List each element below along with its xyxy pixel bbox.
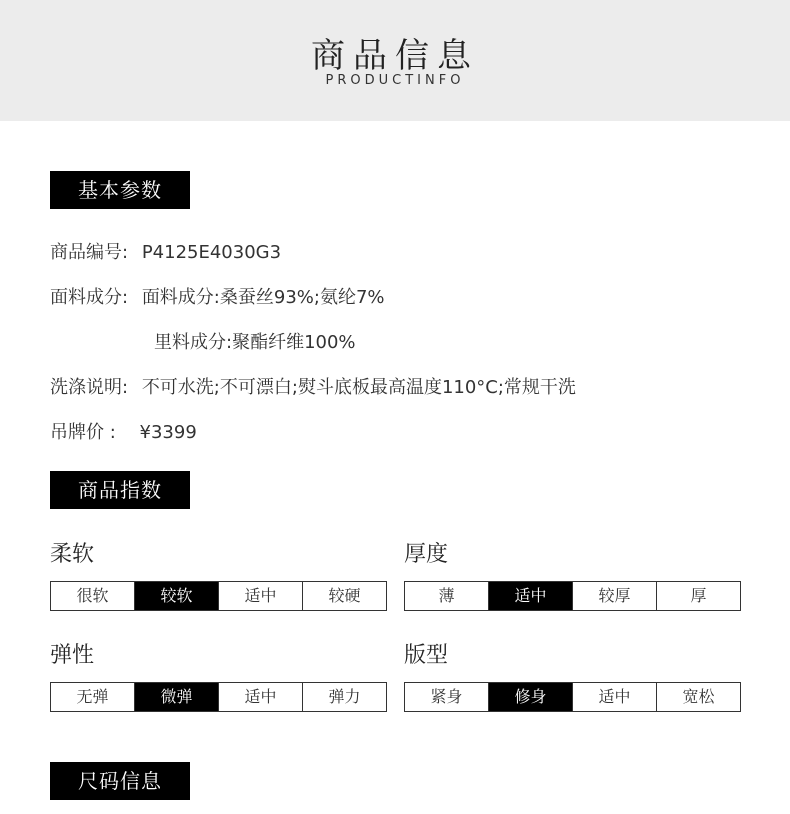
scale-option: 较厚 xyxy=(572,582,656,610)
scale-option-selected: 微弹 xyxy=(134,683,218,711)
page-subtitle: PRODUCTINFO xyxy=(325,73,465,88)
param-label: 吊牌价 : xyxy=(50,422,116,443)
param-row-product-code xyxy=(50,238,281,264)
param-row-price xyxy=(50,418,197,444)
price-value: ¥3399 xyxy=(139,422,197,443)
param-label: 洗涤说明: xyxy=(50,377,129,398)
index-title-elasticity: 弹性 xyxy=(50,643,95,668)
scale-option: 较硬 xyxy=(302,582,386,610)
scale-option-selected: 适中 xyxy=(488,582,572,610)
param-label: 商品编号: xyxy=(50,242,129,263)
scale-option: 宽松 xyxy=(656,683,740,711)
param-row-lining xyxy=(154,328,356,354)
scale-option: 适中 xyxy=(218,582,302,610)
scale-option: 紧身 xyxy=(430,687,463,706)
index-title-softness: 柔软 xyxy=(50,542,95,567)
section-tag-basic-params: 基本参数 xyxy=(50,171,190,209)
page-header xyxy=(0,0,790,121)
param-row-washing xyxy=(50,373,576,399)
index-title-fit: 版型 xyxy=(404,643,449,668)
scale-softness xyxy=(50,581,387,611)
scale-option: 薄 xyxy=(438,586,455,605)
param-value: 不可水洗;不可漂白;熨斗底板最高温度110°C;常规干洗 xyxy=(141,377,576,398)
scale-option: 适中 xyxy=(218,683,302,711)
section-tag-size-info: 尺码信息 xyxy=(50,762,190,800)
scale-option: 很软 xyxy=(76,586,109,605)
scale-option: 弹力 xyxy=(302,683,386,711)
param-label: 面料成分: xyxy=(50,287,129,308)
param-row-fabric xyxy=(50,283,385,309)
param-value: 里料成分:聚酯纤维100% xyxy=(154,332,356,353)
scale-thickness xyxy=(404,581,741,611)
scale-option-selected: 较软 xyxy=(134,582,218,610)
index-title-thickness: 厚度 xyxy=(404,542,449,567)
param-value: P4125E4030G3 xyxy=(141,242,282,263)
scale-elasticity xyxy=(50,682,387,712)
section-tag-product-index: 商品指数 xyxy=(50,471,190,509)
param-value: 面料成分:桑蚕丝93%;氨纶7% xyxy=(141,287,385,308)
scale-option: 厚 xyxy=(656,582,740,610)
scale-option-selected: 修身 xyxy=(488,683,572,711)
page-title: 商品信息 xyxy=(311,36,479,76)
scale-option: 适中 xyxy=(572,683,656,711)
scale-fit xyxy=(404,682,741,712)
scale-option: 无弹 xyxy=(76,687,109,706)
